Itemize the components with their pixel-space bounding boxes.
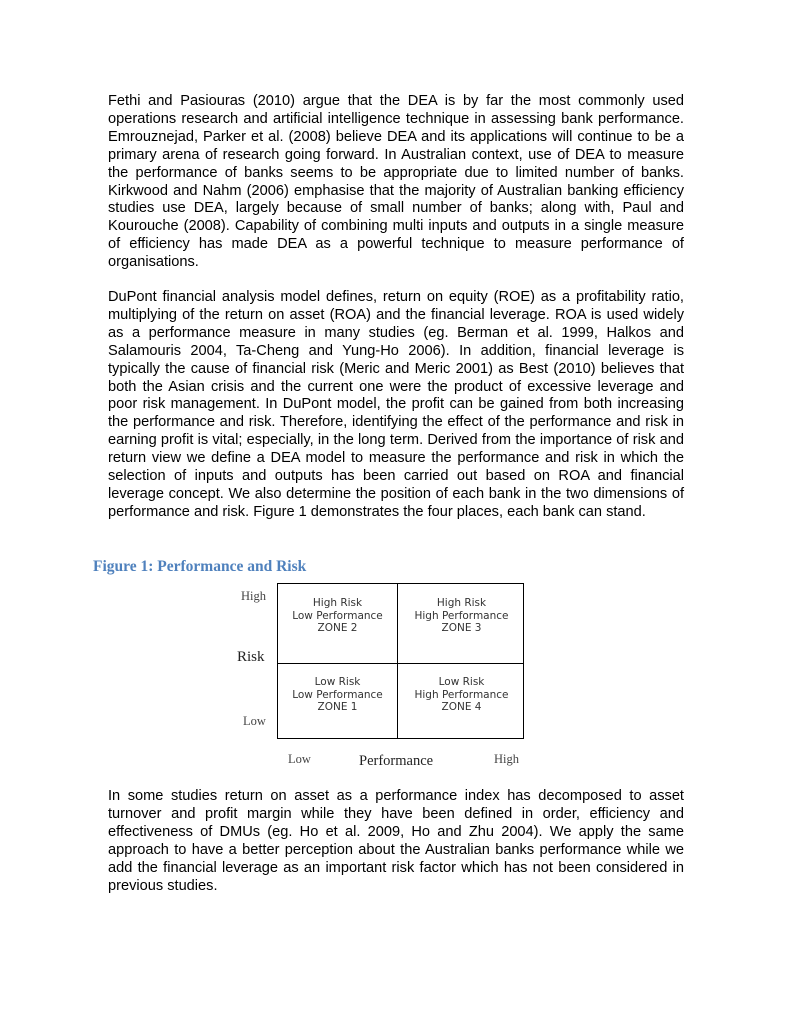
paragraph-dea-background: Fethi and Pasiouras (2010) argue that the DEA is by far the most commonly used operations research and artificial intelligence technique in assessing bank performance. Emrouznejad, Parker et al. (2008) believe DEA and its applications will continue to be a primary arena of research going forward. In Australian context, use of DEA to measure the performance of banks seems to be appropriate due to limited number of banks. Kirkwood and Nahm (2006) emphasise that the majority of Australian banking efficiency studies use DEA, largely because of small number of banks; along with, Paul and Kourouche (2008). Capability of combining multi inputs and outputs in a single measure of efficiency has made DEA as a powerful technique to measure performance of organisations. bbox=[108, 93, 684, 271]
zone-risk-label: High Risk bbox=[312, 597, 363, 609]
x-axis-title: Performance bbox=[359, 753, 434, 769]
zone-number-label: ZONE 2 bbox=[317, 622, 358, 634]
zone-risk-label: Low Risk bbox=[438, 676, 485, 688]
x-axis-low-label: Low bbox=[288, 752, 311, 766]
zone-performance-label: High Performance bbox=[414, 688, 509, 701]
figure-caption: Figure 1: Performance and Risk bbox=[93, 558, 307, 575]
x-axis-high-label: High bbox=[494, 752, 519, 766]
zone-4-cell bbox=[399, 676, 524, 714]
zone-3-cell bbox=[399, 597, 524, 635]
quadrant-grid bbox=[277, 583, 524, 739]
zone-risk-label: High Risk bbox=[436, 597, 487, 609]
zone-risk-label: Low Risk bbox=[314, 676, 361, 688]
y-axis-high-label: High bbox=[241, 589, 266, 603]
horizontal-divider bbox=[278, 663, 523, 664]
y-axis-title: Risk bbox=[237, 649, 265, 665]
y-axis-low-label: Low bbox=[243, 714, 266, 728]
zone-performance-label: High Performance bbox=[414, 609, 509, 622]
zone-2-cell bbox=[278, 597, 397, 635]
zone-number-label: ZONE 4 bbox=[441, 701, 482, 713]
zone-number-label: ZONE 1 bbox=[317, 701, 358, 713]
zone-performance-label: Low Performance bbox=[292, 688, 383, 701]
zone-1-cell bbox=[278, 676, 397, 714]
zone-number-label: ZONE 3 bbox=[441, 622, 482, 634]
paragraph-roa-decomposition: In some studies return on asset as a performance index has decomposed to asset turnover and profit margin while they have been defined in order, efficiency and effectiveness of DMUs (eg. Ho et al. 2009, Ho and Zhu 2004). We apply the same approach to have a better perception about the Australian banks performance while we add the financial leverage as an important risk factor which has not been considered in previous studies. bbox=[108, 788, 684, 894]
zone-performance-label: Low Performance bbox=[292, 609, 383, 622]
paragraph-dupont-model: DuPont financial analysis model defines, return on equity (ROE) as a profitability ratio, multiplying of the return on asset (ROA) and the financial leverage. ROA is used widely as a performance measure in many studies (eg. Berman et al. 1999, Halkos and Salamouris 2004, Ta-Cheng and Yung-Ho 2006). In addition, financial leverage is typically the cause of financial risk (Meric and Meric 2001) as Best (2010) believes that both the Asian crisis and the current one were the product of excessive leverage and poor risk management. In DuPont model, the profit can be gained from both increasing the performance and risk. Therefore, identifying the effect of the performance and risk in earning profit is vital; especially, in the long term. Derived from the importance of risk and return view we define a DEA model to measure the performance and risk in which the selection of inputs and outputs has been carried out based on ROA and financial leverage concept. We also determine the position of each bank in the two dimensions of performance and risk. Figure 1 demonstrates the four places, each bank can stand. bbox=[108, 289, 684, 520]
